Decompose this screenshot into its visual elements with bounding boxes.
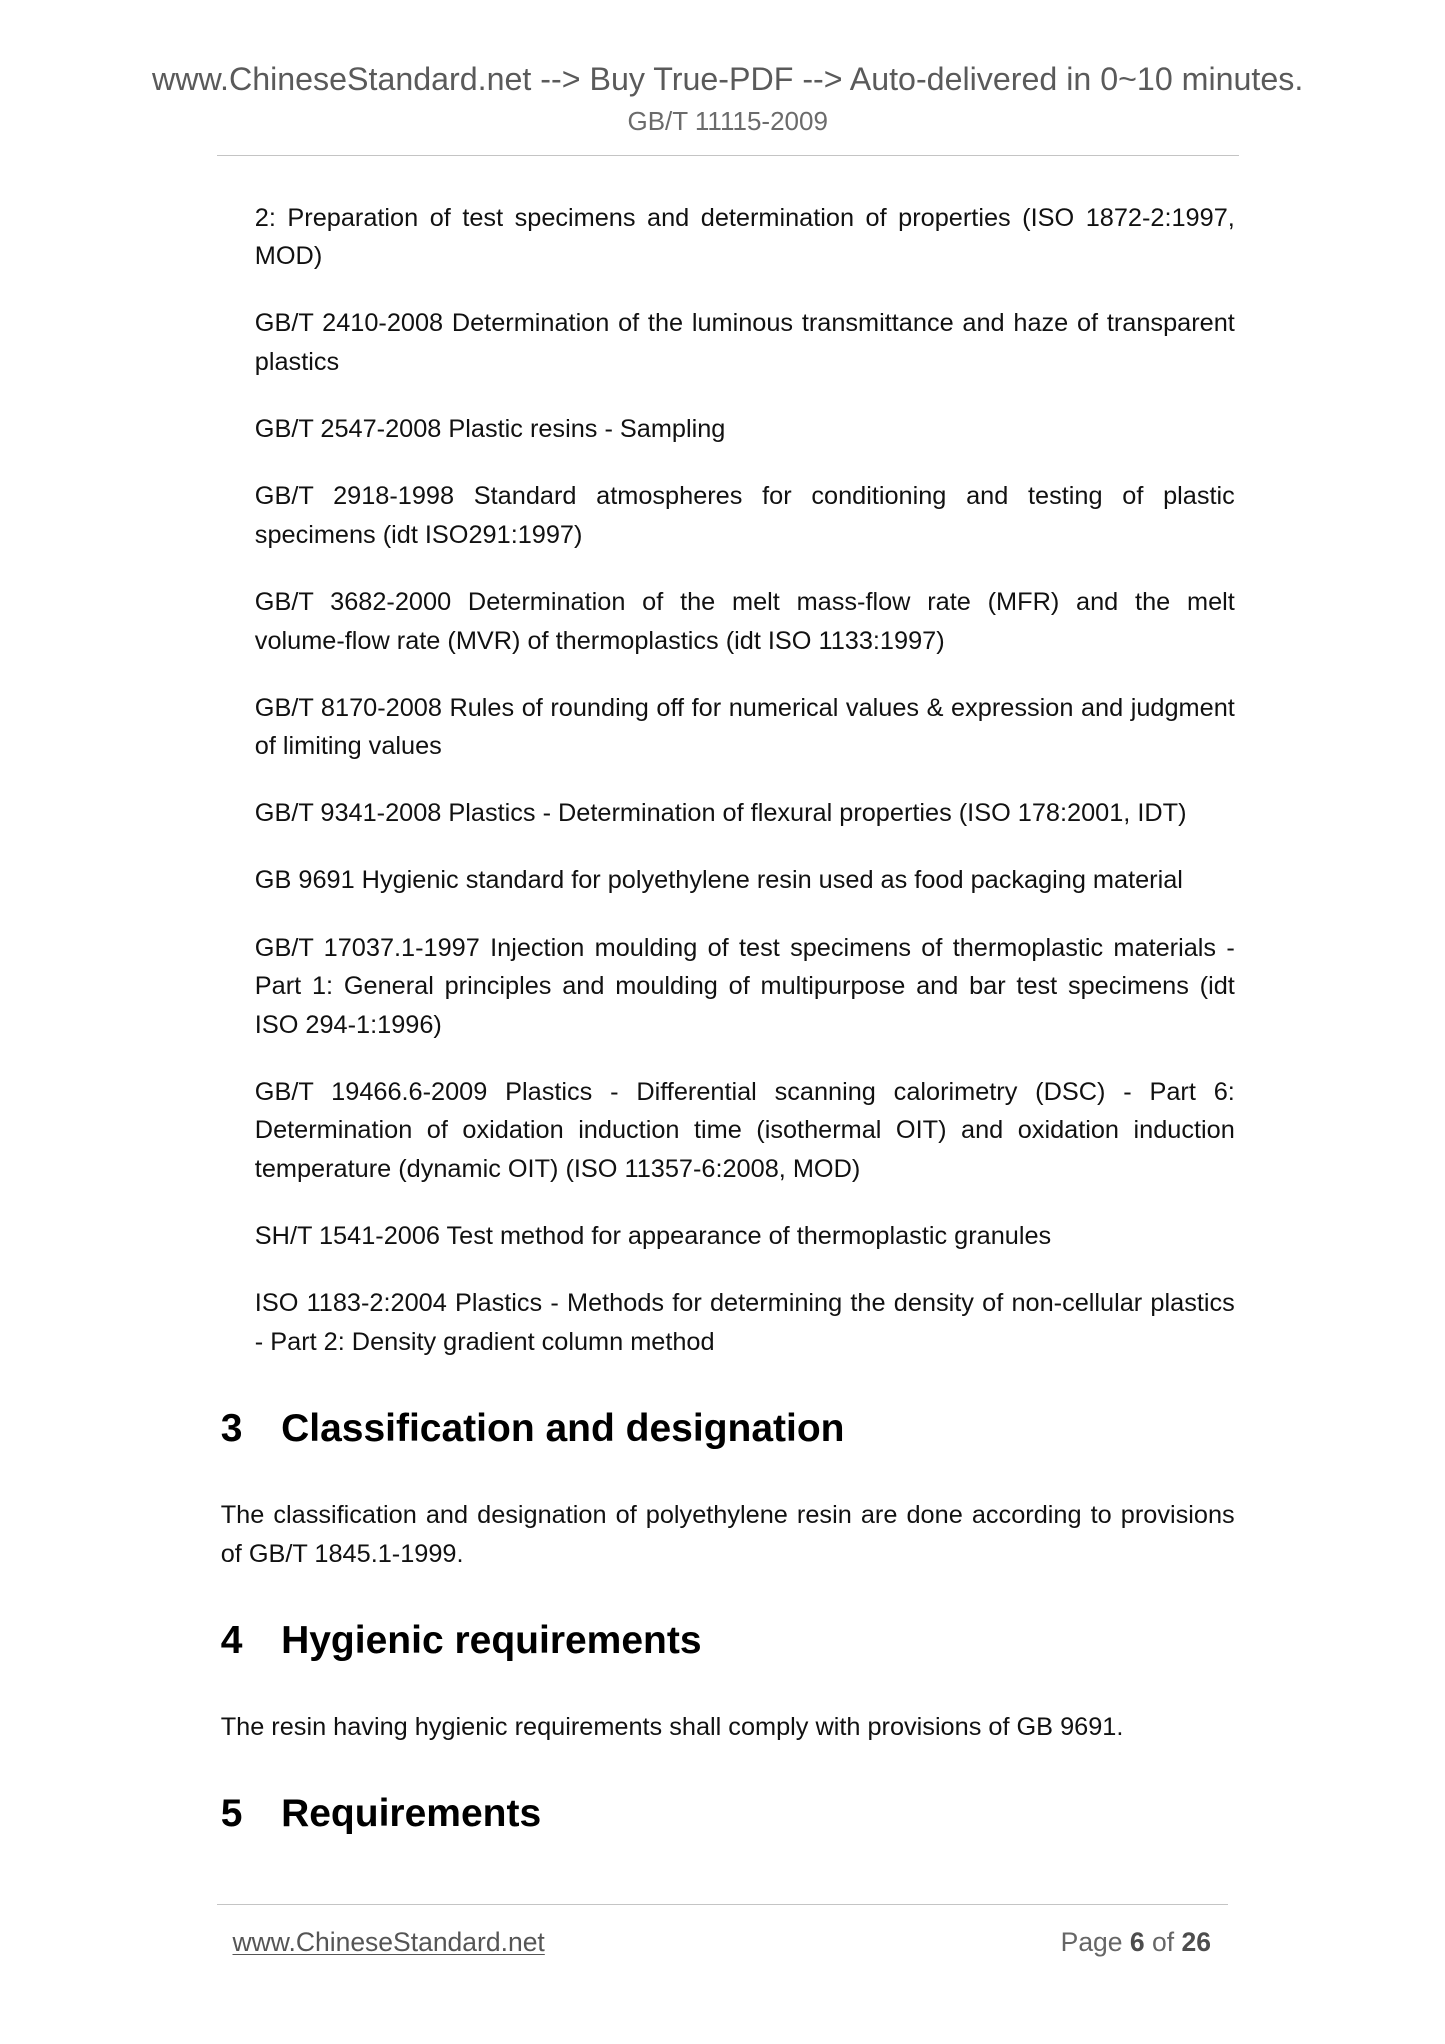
- reference-entry: [255, 794, 1235, 833]
- reference-entry: [255, 1073, 1235, 1189]
- reference-entry: [255, 410, 1235, 449]
- section-heading: [221, 1615, 1235, 1667]
- reference-line: GB/T 17037.1-1997 Injection moulding of test specimens of thermoplastic materials -: [254, 933, 1235, 962]
- reference-entry: [255, 304, 1235, 381]
- normative-references-list: [255, 199, 1235, 1362]
- reference-line: GB/T 3682-2000 Determination of the melt mass-flow rate (MFR) and the melt: [254, 587, 1235, 616]
- page-of-label: of: [1152, 1926, 1175, 1957]
- reference-line: GB/T 2410-2008 Determination of the luminous transmittance and haze of transparent: [254, 309, 1235, 338]
- reference-entry: [255, 1217, 1235, 1256]
- page-indicator: [1061, 1925, 1211, 1959]
- reference-line: Determination of oxidation induction time (isothermal OIT) and oxidation induction: [254, 1116, 1235, 1145]
- reference-line: ISO 1183-2:2004 Plastics - Methods for determining the density of non-cellular plastics: [254, 1289, 1235, 1318]
- reference-entry: [255, 861, 1235, 900]
- reference-line: Part 1: General principles and moulding of multipurpose and bar test specimens (idt: [254, 972, 1235, 1001]
- section-paragraph: [221, 1496, 1235, 1573]
- current-page-number: 6: [1129, 1926, 1145, 1957]
- total-page-count: 26: [1181, 1926, 1211, 1957]
- section-number: 3: [220, 1406, 243, 1450]
- reference-entry: [255, 583, 1235, 660]
- footer-divider: [217, 1904, 1229, 1905]
- reference-line: volume-flow rate (MVR) of thermoplastics (idt ISO 1133:1997): [254, 626, 945, 655]
- header-standard-number: GB/T 11115-2009: [627, 105, 828, 136]
- reference-line: GB/T 19466.6-2009 Plastics - Differential scanning calorimetry (DSC) - Part 6:: [254, 1077, 1235, 1106]
- reference-line: temperature (dynamic OIT) (ISO 11357-6:2008, MOD): [254, 1154, 861, 1183]
- reference-entry: [255, 689, 1235, 766]
- section-title: Hygienic requirements: [281, 1618, 702, 1662]
- header-banner: www.ChineseStandard.net --> Buy True-PDF --> Auto-delivered in 0~10 minutes.: [152, 60, 1304, 97]
- reference-line: GB 9691 Hygienic standard for polyethylene resin used as food packaging material: [254, 866, 1183, 895]
- page-label: Page: [1060, 1926, 1123, 1957]
- reference-line: ISO 294-1:1996): [254, 1010, 442, 1039]
- footer-site-link[interactable]: www.ChineseStandard.net: [232, 1926, 545, 1957]
- reference-line: MOD): [254, 242, 323, 271]
- section-paragraph-line: The resin having hygienic requirements shall comply with provisions of GB 9691.: [220, 1713, 1124, 1742]
- section-heading: [221, 1788, 1235, 1840]
- reference-line: 2: Preparation of test specimens and determination of properties (ISO 1872-2:1997,: [254, 203, 1235, 232]
- section-number: 4: [220, 1618, 243, 1662]
- reference-line: GB/T 8170-2008 Rules of rounding off for numerical values & expression and judgment: [254, 693, 1235, 722]
- reference-entry: [255, 199, 1235, 276]
- reference-line: plastics: [254, 348, 340, 377]
- reference-line: GB/T 2918-1998 Standard atmospheres for conditioning and testing of plastic: [254, 482, 1235, 511]
- section-heading: [221, 1403, 1235, 1455]
- section-title: Classification and designation: [281, 1406, 845, 1450]
- reference-entry: [255, 1284, 1235, 1361]
- reference-line: SH/T 1541-2006 Test method for appearance of thermoplastic granules: [254, 1222, 1052, 1251]
- section-paragraph-line: The classification and designation of polyethylene resin are done according to provisions: [220, 1501, 1235, 1530]
- reference-line: GB/T 9341-2008 Plastics - Determination of flexural properties (ISO 178:2001, IDT): [254, 799, 1187, 828]
- reference-line: of limiting values: [254, 732, 442, 761]
- section-title: Requirements: [281, 1792, 542, 1836]
- reference-line: - Part 2: Density gradient column method: [254, 1327, 715, 1356]
- reference-entry: [255, 477, 1235, 554]
- section-paragraph: [221, 1708, 1235, 1747]
- reference-line: specimens (idt ISO291:1997): [254, 520, 583, 549]
- header-divider: [217, 155, 1239, 156]
- reference-entry: [255, 929, 1235, 1045]
- section-paragraph-line: of GB/T 1845.1-1999.: [220, 1539, 464, 1568]
- reference-line: GB/T 2547-2008 Plastic resins - Sampling: [254, 415, 726, 444]
- section-number: 5: [220, 1792, 243, 1836]
- page-content: [0, 199, 1445, 1840]
